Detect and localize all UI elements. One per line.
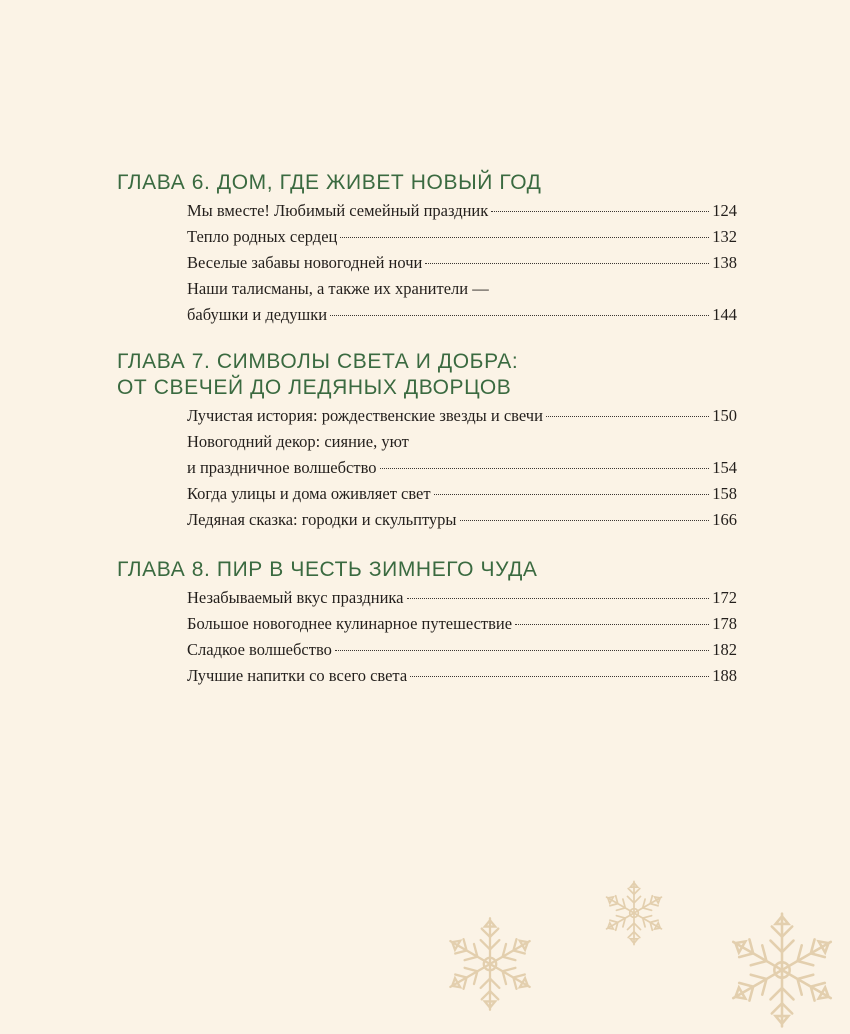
dot-leader <box>546 416 709 417</box>
page-number: 188 <box>712 666 737 685</box>
dot-leader <box>434 494 710 495</box>
page-number: 172 <box>712 588 737 607</box>
toc-entry[interactable] <box>187 276 737 328</box>
chapter-8 <box>117 557 737 689</box>
toc-entry[interactable] <box>187 481 737 507</box>
entry-title-continued: бабушки и дедушки <box>187 305 328 324</box>
dot-leader <box>491 211 709 212</box>
toc-entry[interactable] <box>187 403 737 429</box>
page-number: 178 <box>712 614 737 633</box>
dot-leader <box>380 468 710 469</box>
entry-title: Тепло родных сердец <box>187 227 338 246</box>
page-number: 150 <box>712 406 737 425</box>
entry-title: Большое новогоднее кулинарное путешествие <box>187 614 513 633</box>
dot-leader <box>340 237 709 238</box>
entry-title: Новогодний декор: сияние, уют <box>187 432 409 451</box>
page-number: 124 <box>712 201 737 220</box>
chapter-title-line: ГЛАВА 7. СИМВОЛЫ СВЕТА И ДОБРА: <box>117 350 519 373</box>
dot-leader <box>515 624 709 625</box>
chapter-title-line: ГЛАВА 8. ПИР В ЧЕСТЬ ЗИМНЕГО ЧУДА <box>117 558 538 581</box>
page-number: 138 <box>712 253 737 272</box>
chapter-6 <box>117 170 737 328</box>
toc-entry[interactable] <box>187 585 737 611</box>
toc-entry[interactable] <box>187 429 737 481</box>
chapter-title-line: ГЛАВА 6. ДОМ, ГДЕ ЖИВЕТ НОВЫЙ ГОД <box>117 171 542 194</box>
dot-leader <box>410 676 709 677</box>
entry-title: Наши талисманы, а также их хранители — <box>187 279 489 298</box>
toc-entry[interactable] <box>187 224 737 250</box>
entry-title: Ледяная сказка: городки и скульптуры <box>187 510 457 529</box>
page-number: 144 <box>712 305 737 324</box>
chapter-entries <box>187 585 737 689</box>
snowflake-icon <box>718 906 846 1034</box>
chapter-entries <box>187 198 737 328</box>
dot-leader <box>407 598 710 599</box>
toc-entry[interactable] <box>187 611 737 637</box>
entry-title: Когда улицы и дома оживляет свет <box>187 484 431 503</box>
dot-leader <box>335 650 709 651</box>
dot-leader <box>425 263 709 264</box>
page-number: 154 <box>712 458 737 477</box>
page-number: 132 <box>712 227 737 246</box>
dot-leader <box>460 520 710 521</box>
toc-entry[interactable] <box>187 198 737 224</box>
chapter-title <box>117 557 737 583</box>
chapter-title-line: ОТ СВЕЧЕЙ ДО ЛЕДЯНЫХ ДВОРЦОВ <box>117 376 512 399</box>
entry-title: Мы вместе! Любимый семейный праздник <box>187 201 489 220</box>
entry-title: Сладкое волшебство <box>187 640 332 659</box>
chapter-title <box>117 170 737 196</box>
entry-title: Веселые забавы новогодней ночи <box>187 253 423 272</box>
toc-entry[interactable] <box>187 507 737 533</box>
dot-leader <box>330 315 709 316</box>
chapter-7 <box>117 349 737 533</box>
chapter-entries <box>187 403 737 533</box>
snowflake-icon <box>598 877 670 949</box>
entry-title: Лучшие напитки со всего света <box>187 666 408 685</box>
page-number: 166 <box>712 510 737 529</box>
entry-title: Лучистая история: рождественские звезды и свечи <box>187 406 543 425</box>
toc-entry[interactable] <box>187 663 737 689</box>
page-number: 182 <box>712 640 737 659</box>
toc-entry[interactable] <box>187 250 737 276</box>
snowflake-icon <box>438 912 542 1016</box>
entry-title: Незабываемый вкус праздника <box>187 588 404 607</box>
entry-title-continued: и праздничное волшебство <box>187 458 377 477</box>
chapter-title <box>117 349 737 401</box>
toc-entry[interactable] <box>187 637 737 663</box>
page-number: 158 <box>712 484 737 503</box>
